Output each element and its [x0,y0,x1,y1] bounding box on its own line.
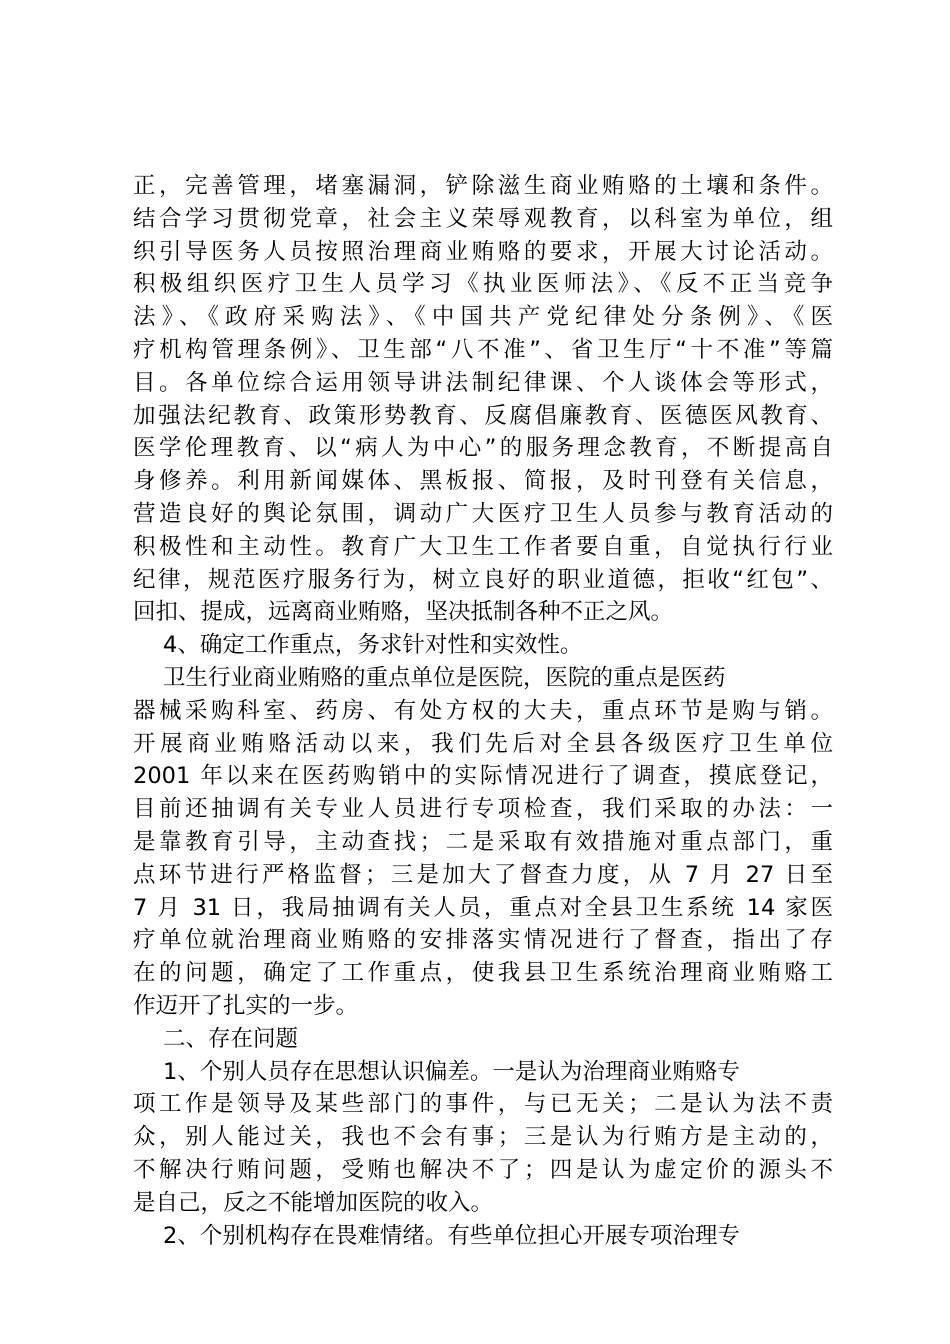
text-line: 营造良好的舆论氛围，调动广大医疗卫生人员参与教育活动的 [133,500,833,527]
text-line: 点环节进行严格监督；三是加大了督查力度，从 7 月 27 日至 [133,861,833,888]
text-line: 7 月 31 日，我局抽调有关人员，重点对全县卫生系统 14 家医 [133,894,833,921]
section-heading: 二、存在问题 [163,1025,299,1052]
text-line: 是靠教育引导，主动查找；二是采取有效措施对重点部门，重 [133,828,833,855]
text-line: 法》、《政府采购法》、《中国共产党纪律处分条例》、《医 [133,304,833,331]
text-line: 不解决行贿问题，受贿也解决不了；四是认为虚定价的源头不 [133,1156,833,1183]
text-line: 疗机构管理条例》、卫生部“八不准”、省卫生厅“十不准”等篇 [133,336,833,363]
text-line: 正，完善管理，堵塞漏洞，铲除滋生商业贿赂的土壤和条件。 [133,173,833,199]
text-line: 作迈开了扎实的一步。 [133,992,359,1019]
text-line: 纪律，规范医疗服务行为，树立良好的职业道德，拒收“红包”、 [133,566,833,593]
section-heading: 4、确定工作重点，务求针对性和实效性。 [163,632,583,659]
text-line: 开展商业贿赂活动以来，我们先后对全县各级医疗卫生单位 [133,730,833,757]
text-line: 项工作是领导及某些部门的事件，与已无关；二是认为法不责 [133,1091,833,1118]
text-line: 众，别人能过关，我也不会有事；三是认为行贿方是主动的， [133,1124,833,1151]
text-line: 目。各单位综合运用领导讲法制纪律课、个人谈体会等形式， [133,369,833,396]
text-line: 回扣、提成，远离商业贿赂，坚决抵制各种不正之风。 [133,599,674,626]
text-line: 在的问题，确定了工作重点，使我县卫生系统治理商业贿赂工 [133,960,833,987]
text-line: 器械采购科室、药房、有处方权的大夫，重点环节是购与销。 [133,697,833,724]
text-line: 2、个别机构存在畏难情绪。有些单位担心开展专项治理专 [163,1222,740,1249]
text-line: 身修养。利用新闻媒体、黑板报、简报，及时刊登有关信息， [133,468,833,495]
text-line: 织引导医务人员按照治理商业贿赂的要求，开展大讨论活动。 [133,238,833,265]
text-line: 1、个别人员存在思想认识偏差。一是认为治理商业贿赂专 [163,1058,740,1085]
text-line: 加强法纪教育、政策形势教育、反腐倡廉教育、医德医风教育、 [133,402,833,429]
text-line: 医学伦理教育、以“病人为中心”的服务理念教育，不断提高自 [133,435,833,462]
text-line: 是自己，反之不能增加医院的收入。 [133,1189,494,1216]
text-line: 卫生行业商业贿赂的重点单位是医院，医院的重点是医药 [163,664,726,691]
text-line: 2001 年以来在医药购销中的实际情况进行了调查，摸底登记， [133,763,833,790]
document-body [133,170,833,1252]
text-line: 疗单位就治理商业贿赂的安排落实情况进行了督查，指出了存 [133,927,833,954]
text-line: 积极性和主动性。教育广大卫生工作者要自重，自觉执行行业 [133,533,833,560]
text-line: 积极组织医疗卫生人员学习《执业医师法》、《反不正当竞争 [133,271,833,298]
text-line: 结合学习贯彻党章，社会主义荣辱观教育，以科室为单位，组 [133,205,833,232]
text-line: 目前还抽调有关专业人员进行专项检查，我们采取的办法：一 [133,796,833,823]
